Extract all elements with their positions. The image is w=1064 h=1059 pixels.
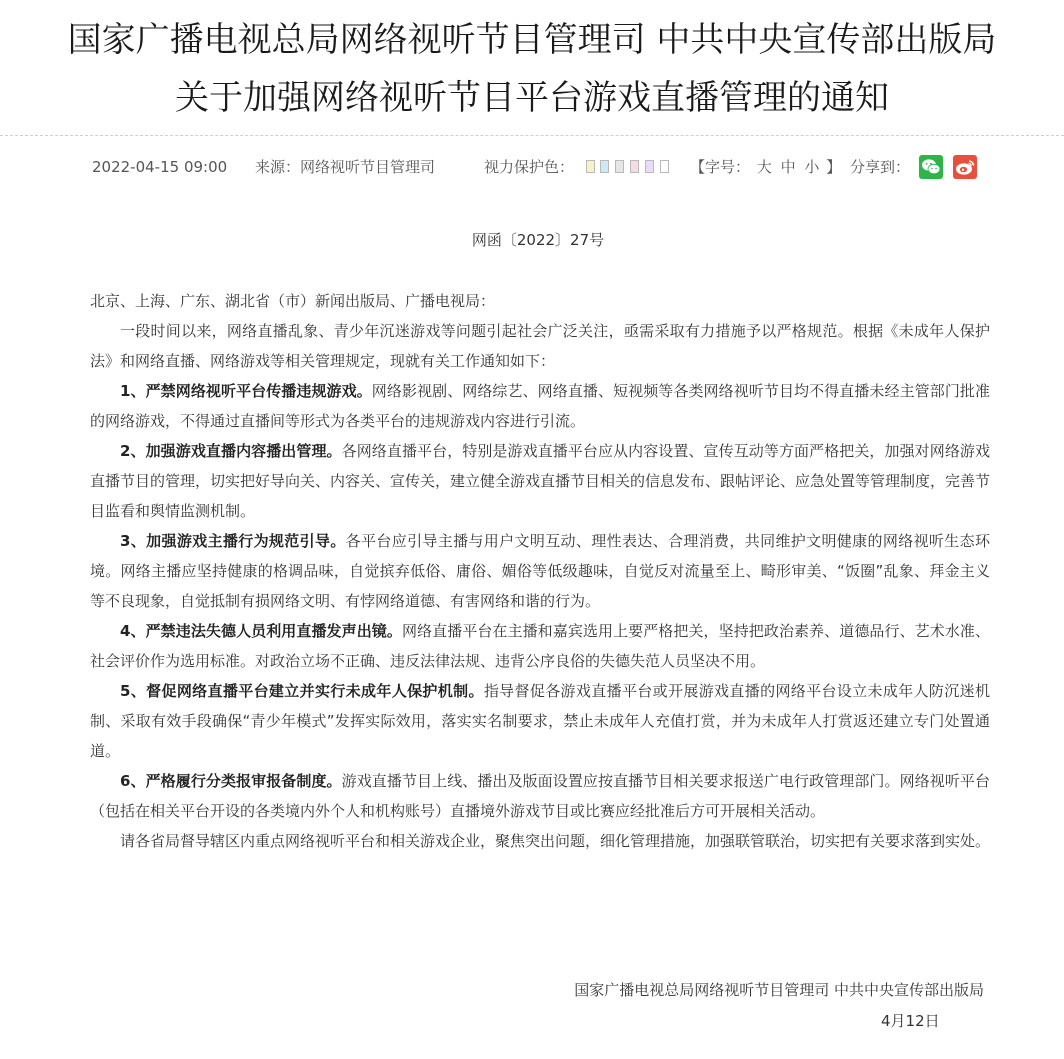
eye-color-swatch-yellow[interactable]	[586, 160, 595, 173]
eye-color-swatch-white[interactable]	[660, 160, 669, 173]
intro-paragraph: 一段时间以来，网络直播乱象、青少年沉迷游戏等问题引起社会广泛关注，亟需采取有力措施予以严格规范。根据《未成年人保护法》和网络直播、网络游戏等相关管理规定，现就有关工作通知如下：	[90, 322, 990, 370]
font-size-close: 】	[826, 158, 842, 176]
eye-color-swatch-blue[interactable]	[600, 160, 609, 173]
addressee: 北京、上海、广东、湖北省（市）新闻出版局、广播电视局：	[90, 292, 496, 310]
eye-color-swatch-gray[interactable]	[615, 160, 624, 173]
font-size-small-button[interactable]: 小	[804, 158, 820, 176]
wechat-icon	[921, 158, 941, 176]
item-text: 网络影视剧、网络综艺、网络直播、短视频等各类网络视听节目均不得直播未经主管部门批准的网络游戏，不得通过直播间等形式为各类平台的违规游戏内容进行引流。	[90, 382, 990, 430]
item-text: 网络直播平台在主播和嘉宾选用上要严格把关，坚持把政治素养、道德品行、艺术水准、社会评价作为选用标准。对政治立场不正确、违反法律法规、违背公序良俗的失德失范人员坚决不用。	[90, 622, 990, 670]
eye-protection-label: 视力保护色：	[484, 158, 575, 176]
item-heading: 4、严禁违法失德人员利用直播发声出镜。	[120, 622, 402, 640]
item-heading: 5、督促网络直播平台建立并实行未成年人保护机制。	[120, 682, 484, 700]
item-paragraph-6	[90, 766, 990, 826]
item-text: 各平台应引导主播与用户文明互动、理性表达、合理消费，共同维护文明健康的网络视听生态环境。网络主播应坚持健康的格调品味，自觉摈弃低俗、庸俗、媚俗等低级趣味，自觉反对流量至上、畸形审美、“饭圈”乱象、拜金主义等不良现象，自觉抵制有损网络文明、有悖网络道德、有害网络和谐的行为。	[90, 532, 990, 610]
signature: 国家广播电视总局网络视听节目管理司 中共中央宣传部出版局	[574, 981, 984, 999]
font-size-open: 【字号：	[690, 158, 751, 176]
article-title-line-1: 国家广播电视总局网络视听节目管理司 中共中央宣传部出版局	[67, 20, 997, 60]
item-heading: 3、加强游戏主播行为规范引导。	[120, 532, 346, 550]
share-weibo-button[interactable]	[953, 155, 977, 179]
font-size-medium-button[interactable]: 中	[780, 158, 796, 176]
share-wechat-button[interactable]	[919, 155, 943, 179]
item-text: 各网络直播平台，特别是游戏直播平台应从内容设置、宣传互动等方面严格把关，加强对网络游戏直播节目的管理，切实把好导向关、内容关、宣传关，建立健全游戏直播节目相关的信息发布、跟帖评论、应急处置等管理制度，完善节目监看和舆情监测机制。	[90, 442, 991, 520]
item-paragraph-2	[90, 436, 990, 526]
font-size-large-button[interactable]: 大	[756, 158, 772, 176]
title-divider	[0, 135, 1064, 136]
item-text: 指导督促各游戏直播平台或开展游戏直播的网络平台设立未成年人防沉迷机制、采取有效手段确保“青少年模式”发挥实际效用，落实实名制要求，禁止未成年人充值打赏，并为未成年人打赏返还建立专门处置通道。	[90, 682, 990, 760]
publish-date: 2022-04-15 09:00	[92, 158, 228, 176]
article-meta-bar	[0, 155, 1064, 179]
item-text: 游戏直播节目上线、播出及版面设置应按直播节目相关要求报送广电行政管理部门。网络视听平台（包括在相关平台开设的各类境内外个人和机构账号）直播境外游戏节目或比赛应经批准后方可开展相关活动。	[90, 772, 990, 820]
document-number: 网函〔2022〕27号	[471, 231, 605, 249]
item-heading: 6、严格履行分类报审报备制度。	[120, 772, 342, 790]
font-size-selector	[690, 155, 841, 179]
eye-color-swatch-purple[interactable]	[645, 160, 654, 173]
source-label: 来源：网络视听节目管理司	[255, 158, 436, 176]
item-paragraph-4	[90, 616, 990, 676]
item-paragraph-1	[90, 376, 990, 436]
closing-paragraph: 请各省局督导辖区内重点网络视听平台和相关游戏企业，聚焦突出问题，细化管理措施，加强联管联治，切实把有关要求落到实处。	[120, 832, 991, 850]
share-label: 分享到：	[850, 158, 911, 176]
item-heading: 1、严禁网络视听平台传播违规游戏。	[120, 382, 372, 400]
item-paragraph-3	[90, 526, 990, 616]
article-body	[90, 286, 990, 856]
item-heading: 2、加强游戏直播内容播出管理。	[120, 442, 342, 460]
weibo-icon	[955, 158, 975, 176]
eye-color-swatch-pink[interactable]	[630, 160, 639, 173]
article-title-line-2: 关于加强网络视听节目平台游戏直播管理的通知	[175, 78, 889, 118]
sign-date: 4月12日	[881, 1012, 940, 1030]
item-paragraph-5	[90, 676, 990, 766]
